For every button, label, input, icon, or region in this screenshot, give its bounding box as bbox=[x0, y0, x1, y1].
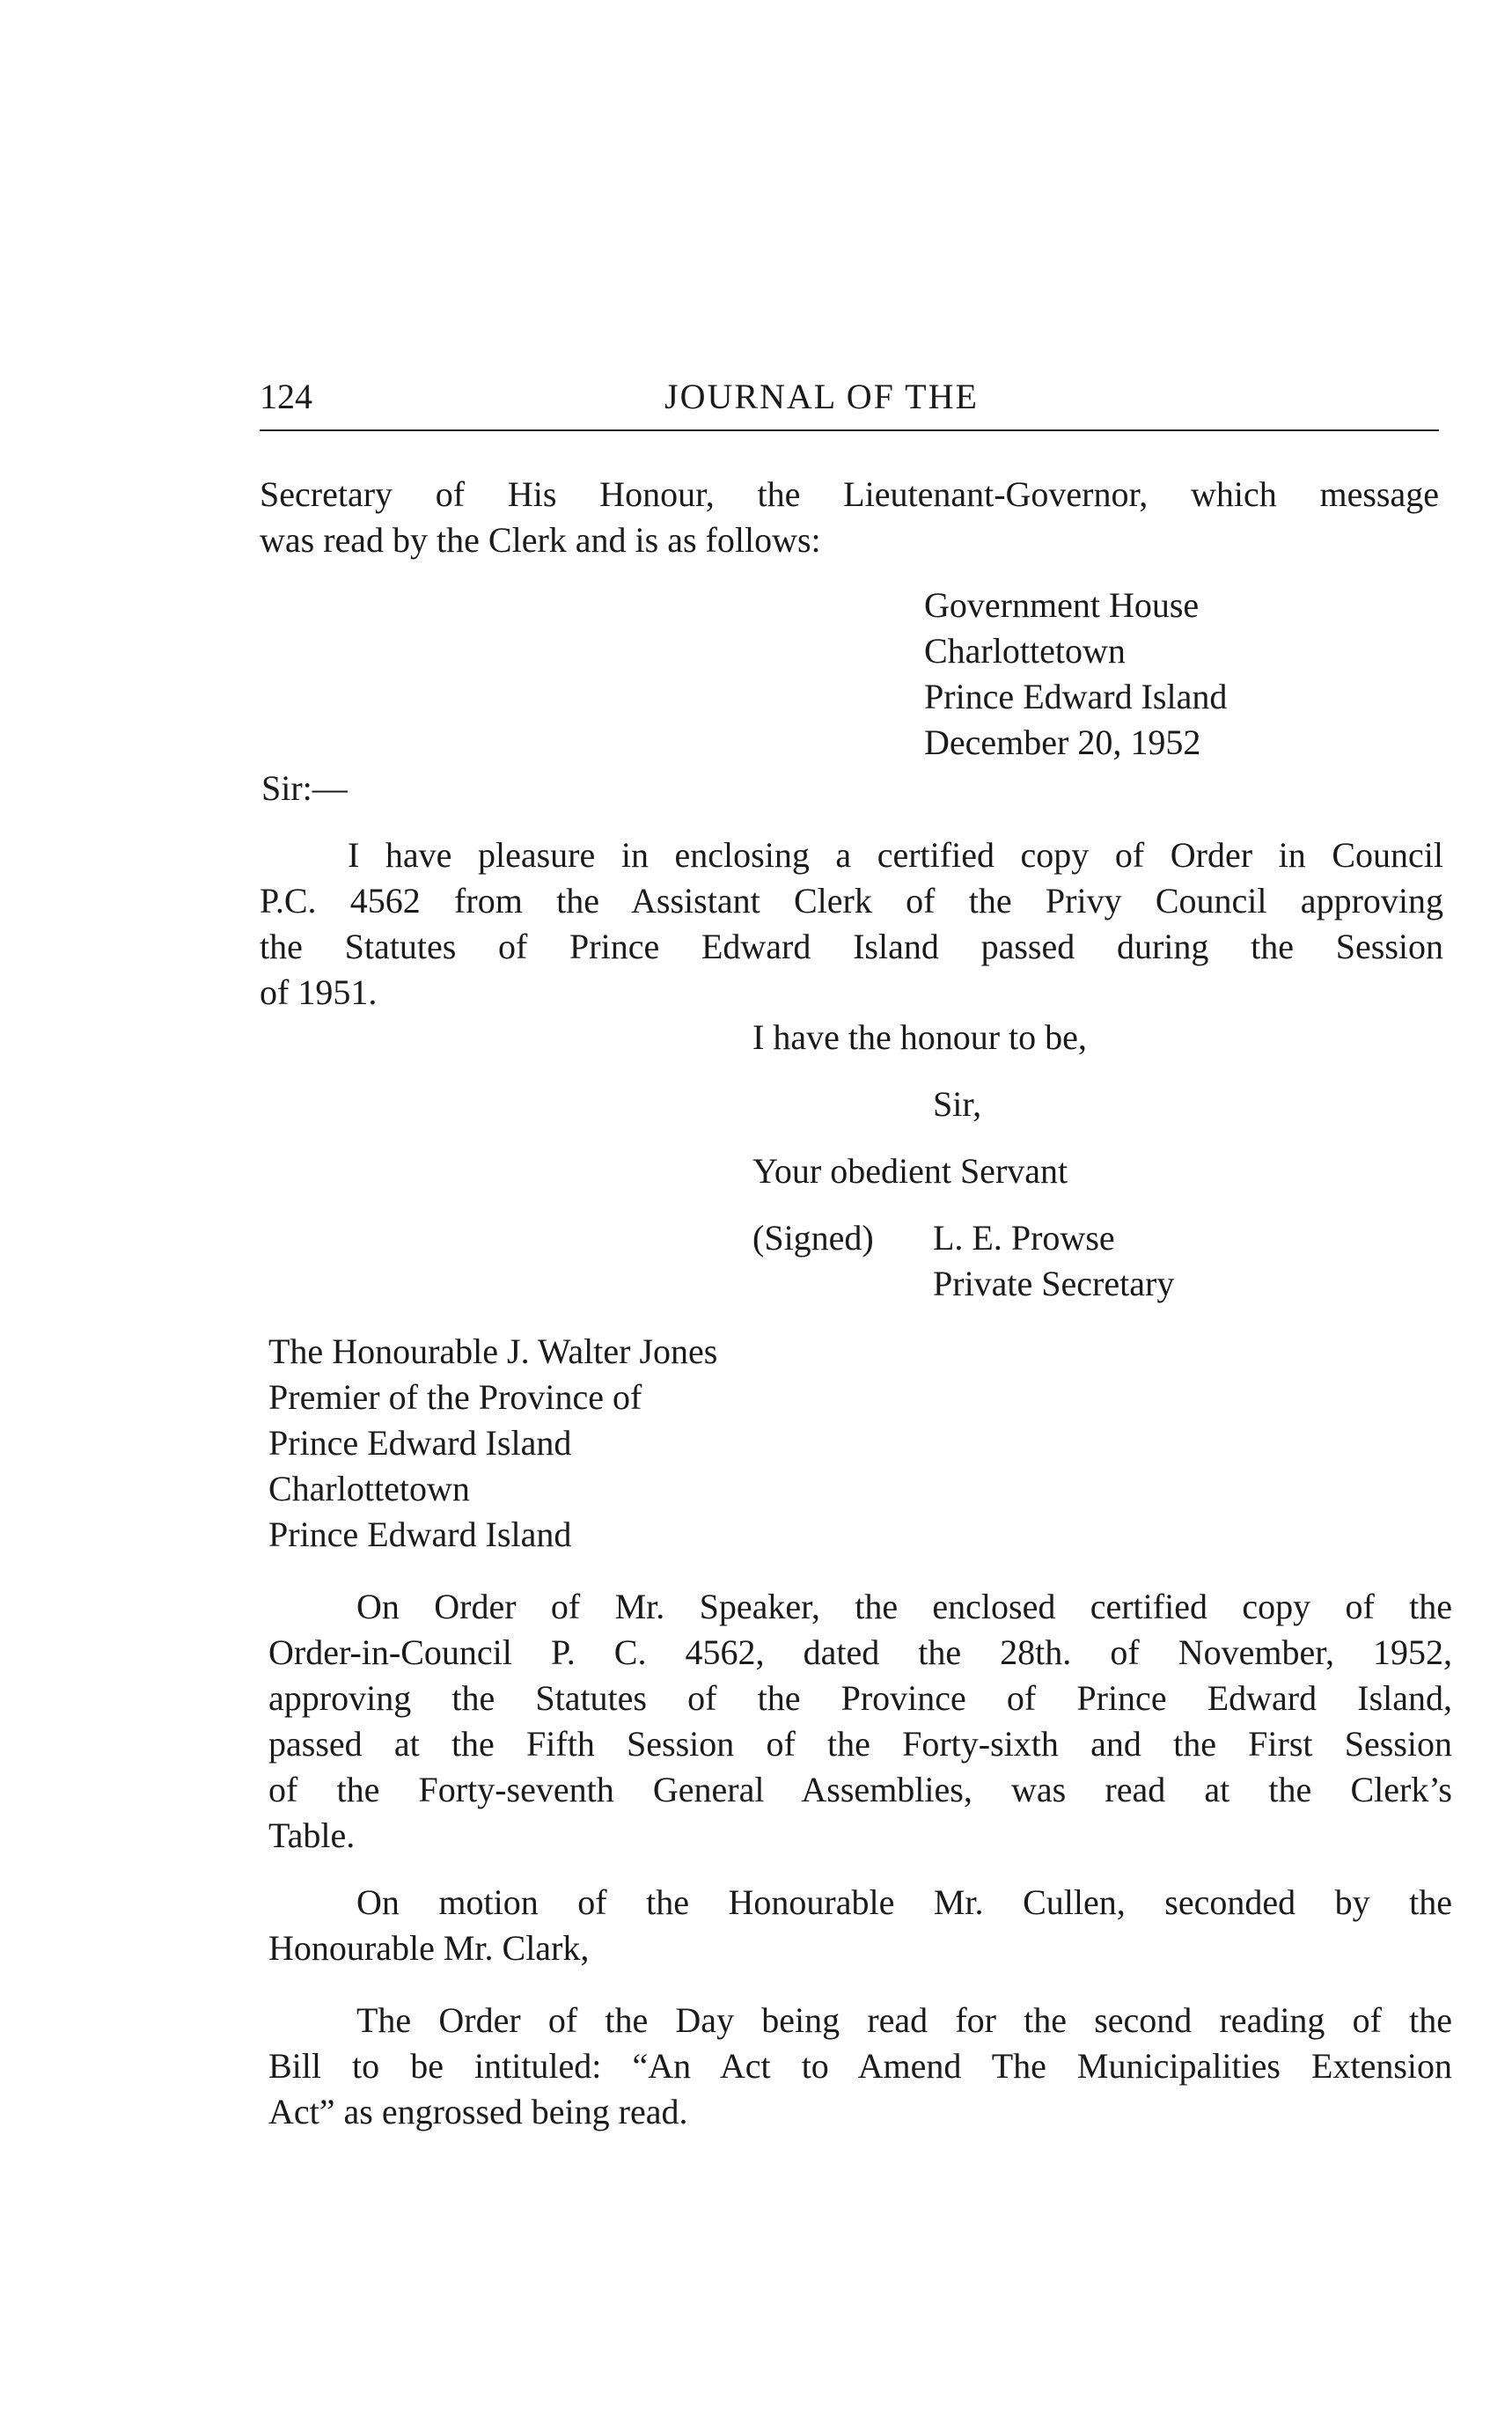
page-number: 124 bbox=[260, 377, 312, 416]
letter-body-line: the Statutes of Prince Edward Island passed during the Session bbox=[260, 927, 1443, 966]
intro-line: was read by the Clerk and is as follows: bbox=[260, 520, 821, 560]
order-line: of the Forty-seventh General Assemblies, was read at the Clerk’s bbox=[268, 1770, 1452, 1809]
motion-line: On motion of the Honourable Mr. Cullen, seconded by the bbox=[356, 1882, 1452, 1922]
signer-name: L. E. Prowse bbox=[933, 1218, 1115, 1258]
addressee-line: Prince Edward Island bbox=[268, 1423, 572, 1463]
addressee-block bbox=[268, 1329, 884, 1558]
letter-body-line: of 1951. bbox=[260, 972, 378, 1012]
signer-title: Private Secretary bbox=[933, 1264, 1175, 1303]
order-line: On Order of Mr. Speaker, the enclosed certified copy of the bbox=[356, 1587, 1452, 1626]
closing-servant-line: Your obedient Servant bbox=[752, 1151, 1068, 1191]
header-rule bbox=[260, 429, 1439, 431]
order-line: Table. bbox=[268, 1815, 356, 1855]
addressee-line: Prince Edward Island bbox=[268, 1515, 572, 1554]
signed-label: (Signed) bbox=[752, 1218, 874, 1258]
closing-honour-line: I have the honour to be, bbox=[752, 1017, 1087, 1057]
address-line: Government House bbox=[924, 585, 1200, 625]
closing-sir-line: Sir, bbox=[933, 1084, 982, 1124]
running-head: JOURNAL OF THE bbox=[664, 377, 979, 416]
letter-closing bbox=[752, 1015, 1369, 1307]
address-line: Prince Edward Island bbox=[924, 677, 1228, 716]
salutation: Sir:— bbox=[261, 768, 348, 808]
reading-line: Bill to be intituled: “An Act to Amend The Municipalities Extension bbox=[268, 2046, 1452, 2086]
order-paragraph bbox=[268, 1584, 1452, 1859]
addressee-line: Premier of the Province of bbox=[268, 1377, 642, 1417]
order-line: approving the Statutes of the Province of Prince Edward Island, bbox=[268, 1678, 1452, 1718]
letter-body-line: P.C. 4562 from the Assistant Clerk of the Privy Council approving bbox=[260, 881, 1443, 921]
address-line: Charlottetown bbox=[924, 631, 1126, 671]
letter-address bbox=[924, 583, 1452, 766]
page-header bbox=[260, 374, 1439, 427]
letter-date: December 20, 1952 bbox=[924, 723, 1201, 762]
order-line: passed at the Fifth Session of the Forty-sixth and the First Session bbox=[268, 1724, 1452, 1764]
signature-line bbox=[752, 1215, 1369, 1261]
reading-line: Act” as engrossed being read. bbox=[268, 2092, 688, 2131]
intro-paragraph bbox=[260, 472, 1439, 563]
letter-body bbox=[260, 833, 1443, 1016]
reading-line: The Order of the Day being read for the second reading of the bbox=[356, 2000, 1452, 2040]
motion-paragraph bbox=[268, 1880, 1452, 1971]
motion-line: Honourable Mr. Clark, bbox=[268, 1928, 590, 1968]
intro-line: Secretary of His Honour, the Lieutenant-Governor, which message bbox=[260, 474, 1439, 514]
letter-body-line: I have pleasure in enclosing a certified copy of Order in Council bbox=[348, 835, 1443, 875]
addressee-line: Charlottetown bbox=[268, 1469, 470, 1508]
order-line: Order-in-Council P. C. 4562, dated the 28th. of November, 1952, bbox=[268, 1632, 1452, 1672]
reading-paragraph bbox=[268, 1998, 1452, 2135]
addressee-line: The Honourable J. Walter Jones bbox=[268, 1331, 718, 1371]
